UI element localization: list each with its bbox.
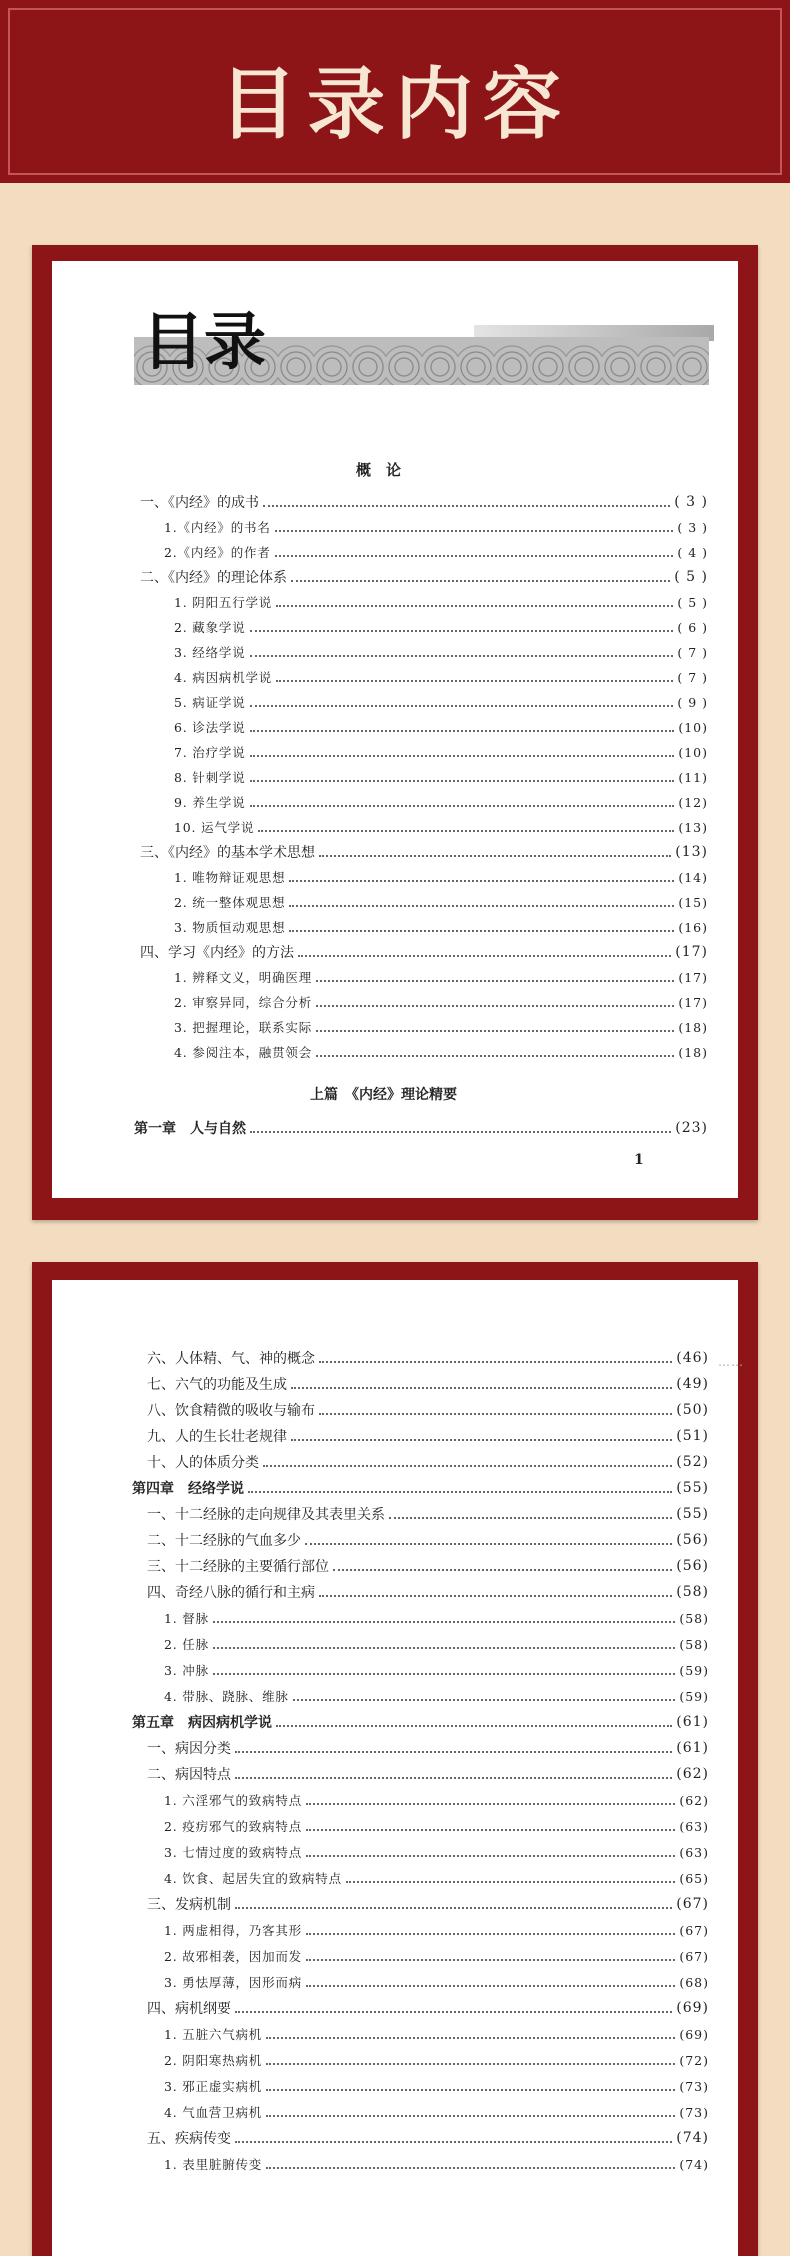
toc-label: 第四章 经络学说 <box>132 1481 244 1497</box>
toc-label: 1. 五脏六气病机 <box>164 2027 263 2042</box>
toc-page: ( 4 ) <box>677 544 708 560</box>
toc-page: (49) <box>676 1376 709 1392</box>
leader-dots <box>213 1621 675 1623</box>
toc-label: 1. 辨释文义，明确医理 <box>174 970 312 985</box>
toc-label: 1. 六淫邪气的致病特点 <box>164 1793 302 1808</box>
page-number: 1 <box>634 1152 644 1168</box>
toc-label: 七、六气的功能及生成 <box>147 1377 287 1393</box>
leader-dots <box>235 1777 672 1779</box>
leader-dots <box>266 2037 675 2039</box>
toc-page: (51) <box>676 1428 709 1444</box>
toc-label: 第五章 病因病机学说 <box>132 1715 272 1731</box>
toc-label: 十、人的体质分类 <box>147 1455 259 1471</box>
toc-page-frame-2 <box>32 1262 758 2256</box>
leader-dots <box>266 2115 675 2117</box>
leader-dots <box>306 1855 675 1857</box>
toc-page: ( 7 ) <box>677 644 708 660</box>
toc-entry[interactable] <box>164 542 708 562</box>
toc-page: (58) <box>679 1610 709 1626</box>
leader-dots <box>235 1907 672 1909</box>
toc-entry[interactable] <box>147 1582 709 1602</box>
toc-page: (61) <box>676 1714 709 1730</box>
toc-entry[interactable] <box>174 1042 708 1062</box>
toc-page: (72) <box>679 2052 709 2068</box>
toc-page-frame-1 <box>32 245 758 1220</box>
toc-page: (18) <box>678 1044 708 1060</box>
continuation-dots: …… <box>718 1355 744 1369</box>
toc-page: (68) <box>679 1974 709 1990</box>
toc-page: (58) <box>676 1584 709 1600</box>
leader-dots <box>319 1361 672 1363</box>
toc-entry[interactable] <box>164 2154 709 2174</box>
contents-heading-block <box>134 305 714 385</box>
toc-page: (46) <box>676 1350 709 1366</box>
toc-entry[interactable] <box>174 717 708 737</box>
title-banner <box>0 0 790 183</box>
toc-label: 2. 藏象学说 <box>174 620 246 635</box>
toc-page: (73) <box>679 2104 709 2120</box>
toc-label: 一、十二经脉的走向规律及其表里关系 <box>147 1507 385 1523</box>
toc-label: 1. 唯物辩证观思想 <box>174 870 286 885</box>
leader-dots <box>289 880 674 882</box>
toc-entry[interactable] <box>147 1504 709 1524</box>
toc-entry[interactable] <box>174 1017 708 1037</box>
leader-dots <box>263 505 670 507</box>
leader-dots <box>275 555 674 557</box>
toc-entry[interactable] <box>147 1530 709 1550</box>
toc-label: 2.《内经》的作者 <box>164 545 271 560</box>
leader-dots <box>250 805 675 807</box>
toc-label: 3. 把握理论，联系实际 <box>174 1020 312 1035</box>
toc-label: 2. 审察异同，综合分析 <box>174 995 312 1010</box>
toc-label: 9. 养生学说 <box>174 795 246 810</box>
toc-entry[interactable] <box>147 1894 709 1914</box>
toc-label: 四、学习《内经》的方法 <box>140 945 294 961</box>
leader-dots <box>306 1985 675 1987</box>
toc-entry[interactable] <box>147 1738 709 1758</box>
leader-dots <box>250 1131 671 1133</box>
leader-dots <box>250 755 675 757</box>
leader-dots <box>213 1647 675 1649</box>
leader-dots <box>250 730 675 732</box>
toc-label: 1.《内经》的书名 <box>164 520 271 535</box>
toc-label: 一、《内经》的成书 <box>140 495 259 511</box>
toc-page-2 <box>52 1280 738 2256</box>
toc-page: (69) <box>676 2000 709 2016</box>
toc-page: (65) <box>679 1870 709 1886</box>
toc-label: 2. 统一整体观思想 <box>174 895 286 910</box>
toc-entry[interactable] <box>164 2024 709 2044</box>
toc-page: ( 6 ) <box>677 619 708 635</box>
toc-page: (59) <box>679 1662 709 1678</box>
toc-page: ( 5 ) <box>674 569 708 585</box>
leader-dots <box>250 780 675 782</box>
toc-label: 6. 诊法学说 <box>174 720 246 735</box>
leader-dots <box>319 1595 672 1597</box>
toc-page: (18) <box>678 1019 708 1035</box>
toc-label: 二、《内经》的理论体系 <box>140 570 287 586</box>
toc-page: ( 5 ) <box>677 594 708 610</box>
toc-page: (73) <box>679 2078 709 2094</box>
leader-dots <box>316 980 674 982</box>
leader-dots <box>276 680 673 682</box>
toc-page: (50) <box>676 1402 709 1418</box>
toc-page: (11) <box>678 769 708 785</box>
toc-label: 八、饮食精微的吸收与输布 <box>147 1403 315 1419</box>
toc-label: 三、发病机制 <box>147 1897 231 1913</box>
toc-entry[interactable] <box>147 1764 709 1784</box>
toc-page: (63) <box>679 1844 709 1860</box>
toc-page: (10) <box>678 719 708 735</box>
leader-dots <box>316 1005 674 1007</box>
leader-dots <box>333 1569 672 1571</box>
toc-entry[interactable] <box>174 617 708 637</box>
toc-entry[interactable] <box>140 842 708 862</box>
leader-dots <box>305 1543 672 1545</box>
toc-page: (17) <box>678 969 708 985</box>
toc-entry[interactable] <box>174 742 708 762</box>
toc-entry[interactable] <box>164 1608 709 1628</box>
toc-chapter-entry[interactable] <box>134 1118 708 1138</box>
leader-dots <box>316 1030 674 1032</box>
toc-entry[interactable] <box>174 892 708 912</box>
leader-dots <box>319 1413 672 1415</box>
toc-entry[interactable] <box>140 942 708 962</box>
toc-entry[interactable] <box>174 967 708 987</box>
toc-entry[interactable] <box>174 767 708 787</box>
toc-entry[interactable] <box>164 1790 709 1810</box>
toc-page: (56) <box>676 1532 709 1548</box>
toc-label: 3. 七情过度的致病特点 <box>164 1845 302 1860</box>
toc-page: (15) <box>678 894 708 910</box>
toc-entry[interactable] <box>164 1972 709 1992</box>
leader-dots <box>250 655 674 657</box>
toc-entry[interactable] <box>140 492 708 512</box>
toc-page: (10) <box>678 744 708 760</box>
toc-entry[interactable] <box>147 1998 709 2018</box>
toc-label: 2. 任脉 <box>164 1637 209 1652</box>
leader-dots <box>235 2011 672 2013</box>
toc-entry[interactable] <box>164 1920 709 1940</box>
toc-label: 六、人体精、气、神的概念 <box>147 1351 315 1367</box>
toc-page: (62) <box>676 1766 709 1782</box>
toc-page: (61) <box>676 1740 709 1756</box>
leader-dots <box>289 905 674 907</box>
toc-entry[interactable] <box>164 2102 709 2122</box>
banner-title: 目录内容 <box>218 60 571 150</box>
leader-dots <box>266 2089 675 2091</box>
toc-page: (63) <box>679 1818 709 1834</box>
toc-label: 5. 病证学说 <box>174 695 246 710</box>
toc-entry[interactable] <box>164 1842 709 1862</box>
toc-entry[interactable] <box>140 567 708 587</box>
toc-entry[interactable] <box>174 642 708 662</box>
toc-page: ( 7 ) <box>677 669 708 685</box>
leader-dots <box>266 2167 675 2169</box>
leader-dots <box>306 1933 675 1935</box>
toc-label: 4. 带脉、跷脉、维脉 <box>164 1689 289 1704</box>
toc-label: 4. 气血营卫病机 <box>164 2105 263 2120</box>
toc-page: (74) <box>679 2156 709 2172</box>
toc-label: 3. 物质恒动观思想 <box>174 920 286 935</box>
toc-chapter-entry[interactable] <box>132 1712 709 1732</box>
toc-entry[interactable] <box>164 2076 709 2096</box>
toc-label: 3. 经络学说 <box>174 645 246 660</box>
toc-entry[interactable] <box>147 1348 709 1368</box>
leader-dots <box>276 605 673 607</box>
toc-label: 3. 冲脉 <box>164 1663 209 1678</box>
toc-label: 一、病因分类 <box>147 1741 231 1757</box>
toc-label: 2. 疫疠邪气的致病特点 <box>164 1819 302 1834</box>
toc-label: 10. 运气学说 <box>174 820 255 835</box>
leader-dots <box>291 1439 672 1441</box>
toc-page: ( 3 ) <box>674 494 708 510</box>
toc-label: 九、人的生长壮老规律 <box>147 1429 287 1445</box>
toc-entry[interactable] <box>164 517 708 537</box>
toc-page: (16) <box>678 919 708 935</box>
toc-entry[interactable] <box>174 667 708 687</box>
toc-page: (17) <box>675 944 708 960</box>
toc-entry[interactable] <box>164 1634 709 1654</box>
toc-entry[interactable] <box>174 992 708 1012</box>
leader-dots <box>306 1803 675 1805</box>
leader-dots <box>298 955 671 957</box>
part-title: 上篇 《内经》理论精要 <box>310 1087 457 1103</box>
toc-entry[interactable] <box>147 1426 709 1446</box>
leader-dots <box>346 1881 675 1883</box>
toc-page: (12) <box>678 794 708 810</box>
toc-entry[interactable] <box>164 1868 709 1888</box>
toc-page: (17) <box>678 994 708 1010</box>
toc-entry[interactable] <box>147 1374 709 1394</box>
toc-page: (67) <box>679 1948 709 1964</box>
leader-dots <box>293 1699 676 1701</box>
toc-entry[interactable] <box>174 592 708 612</box>
toc-page: ( 9 ) <box>677 694 708 710</box>
toc-label: 3. 勇怯厚薄，因形而病 <box>164 1975 302 1990</box>
toc-label: 4. 饮食、起居失宜的致病特点 <box>164 1871 342 1886</box>
leader-dots <box>235 1751 672 1753</box>
toc-page: (69) <box>679 2026 709 2042</box>
leader-dots <box>263 1465 672 1467</box>
toc-label: 2. 阴阳寒热病机 <box>164 2053 263 2068</box>
toc-page: (74) <box>676 2130 709 2146</box>
toc-entry[interactable] <box>164 1660 709 1680</box>
overview-title: 概 论 <box>356 461 402 479</box>
toc-label: 2. 故邪相袭，因加而发 <box>164 1949 302 1964</box>
toc-label: 1. 两虚相得，乃客其形 <box>164 1923 302 1938</box>
leader-dots <box>316 1055 674 1057</box>
leader-dots <box>235 2141 672 2143</box>
toc-entry[interactable] <box>147 1556 709 1576</box>
toc-label: 1. 表里脏腑传变 <box>164 2157 263 2172</box>
toc-label: 二、十二经脉的气血多少 <box>147 1533 301 1549</box>
leader-dots <box>276 1725 672 1727</box>
toc-label: 四、奇经八脉的循行和主病 <box>147 1585 315 1601</box>
toc-label: 三、十二经脉的主要循行部位 <box>147 1559 329 1575</box>
toc-page: (62) <box>679 1792 709 1808</box>
toc-entry[interactable] <box>174 917 708 937</box>
toc-label: 第一章 人与自然 <box>134 1121 246 1137</box>
toc-page: (67) <box>676 1896 709 1912</box>
toc-label: 4. 参阅注本，融贯领会 <box>174 1045 312 1060</box>
toc-page-1 <box>52 261 738 1198</box>
toc-entry[interactable] <box>147 1452 709 1472</box>
leader-dots <box>306 1959 675 1961</box>
toc-page: (59) <box>679 1688 709 1704</box>
toc-label: 7. 治疗学说 <box>174 745 246 760</box>
leader-dots <box>291 1387 672 1389</box>
leader-dots <box>250 705 674 707</box>
leader-dots <box>248 1491 672 1493</box>
leader-dots <box>275 530 674 532</box>
toc-entry[interactable] <box>164 1946 709 1966</box>
toc-page: (23) <box>675 1120 708 1136</box>
toc-entry[interactable] <box>164 1686 709 1706</box>
leader-dots <box>258 830 674 832</box>
toc-label: 4. 病因病机学说 <box>174 670 273 685</box>
toc-page: (13) <box>678 819 708 835</box>
toc-page: (67) <box>679 1922 709 1938</box>
toc-page: (13) <box>675 844 708 860</box>
toc-label: 8. 针刺学说 <box>174 770 246 785</box>
leader-dots <box>389 1517 672 1519</box>
toc-label: 五、疾病传变 <box>147 2131 231 2147</box>
toc-page: ( 3 ) <box>677 519 708 535</box>
toc-label: 1. 督脉 <box>164 1611 209 1626</box>
toc-entry[interactable] <box>164 2050 709 2070</box>
leader-dots <box>319 855 671 857</box>
toc-label: 1. 阴阳五行学说 <box>174 595 273 610</box>
leader-dots <box>289 930 674 932</box>
leader-dots <box>266 2063 675 2065</box>
toc-entry[interactable] <box>164 1816 709 1836</box>
toc-label: 3. 邪正虚实病机 <box>164 2079 263 2094</box>
toc-entry[interactable] <box>174 792 708 812</box>
toc-label: 二、病因特点 <box>147 1767 231 1783</box>
toc-chapter-entry[interactable] <box>132 1478 709 1498</box>
toc-page: (56) <box>676 1558 709 1574</box>
toc-entry[interactable] <box>174 692 708 712</box>
toc-page: (55) <box>676 1506 709 1522</box>
toc-page: (52) <box>676 1454 709 1470</box>
contents-heading: 目录 <box>142 305 267 378</box>
toc-page: (14) <box>678 869 708 885</box>
toc-label: 三、《内经》的基本学术思想 <box>140 845 315 861</box>
toc-entry[interactable] <box>174 817 708 837</box>
leader-dots <box>250 630 674 632</box>
toc-label: 四、病机纲要 <box>147 2001 231 2017</box>
toc-page: (55) <box>676 1480 709 1496</box>
leader-dots <box>306 1829 675 1831</box>
toc-entry[interactable] <box>147 2128 709 2148</box>
toc-entry[interactable] <box>174 867 708 887</box>
toc-page: (58) <box>679 1636 709 1652</box>
leader-dots <box>213 1673 675 1675</box>
leader-dots <box>291 580 670 582</box>
toc-entry[interactable] <box>147 1400 709 1420</box>
